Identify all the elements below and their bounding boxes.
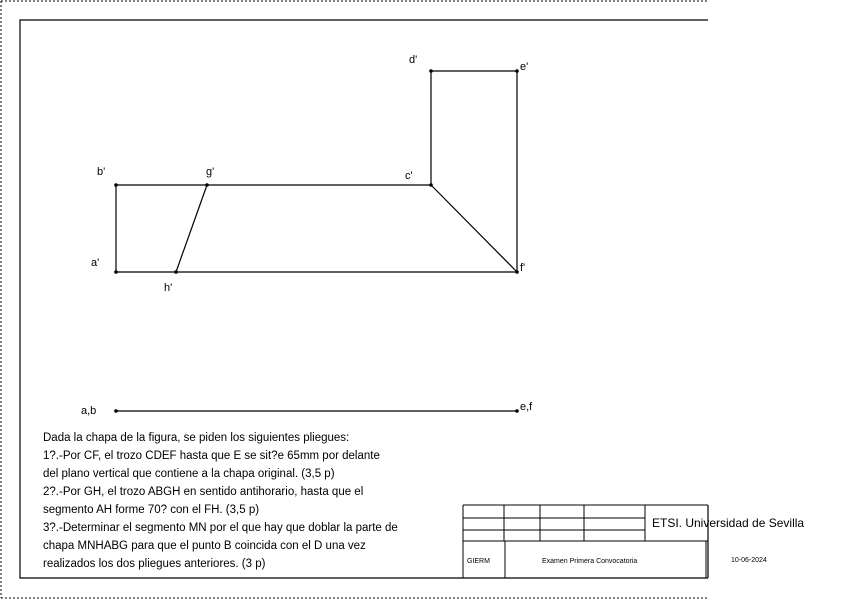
label-ab: a,b <box>81 405 97 417</box>
title-block-date: 10-06-2024 <box>731 557 767 564</box>
problem-line: del plano vertical que contiene a la chapa original. (3,5 p) <box>43 468 335 480</box>
problem-line: 2?.-Por GH, el trozo ABGH en sentido antihorario, hasta que el <box>43 486 364 498</box>
point-a <box>114 270 118 274</box>
label-g-prime: g' <box>206 166 215 178</box>
label-d-prime: d' <box>409 54 418 66</box>
point-d <box>429 69 433 73</box>
problem-line: realizados los dos pliegues anteriores. (3 p) <box>43 558 266 570</box>
front-view <box>116 71 517 272</box>
point-h <box>174 270 178 274</box>
problem-line: segmento AH forme 70? con el FH. (3,5 p) <box>43 504 260 516</box>
title-block-institution: ETSI. Universidad de Sevilla <box>652 516 805 530</box>
point-e <box>515 69 519 73</box>
plate-outline <box>116 71 517 272</box>
problem-line: chapa MNHABG para que el punto B coincida con el D una vez <box>43 540 366 552</box>
title-block-exam: Examen Primera Convocatoria <box>542 558 638 565</box>
title-block-degree: GIERM <box>467 558 490 565</box>
point-f <box>515 270 519 274</box>
label-e-prime: e' <box>520 61 529 73</box>
label-a-prime: a' <box>91 257 100 269</box>
problem-line: 1?.-Por CF, el trozo CDEF hasta que E se sit?e 65mm por delante <box>43 450 380 462</box>
problem-line: 3?.-Determinar el segmento MN por el que hay que doblar la parte de <box>43 522 398 534</box>
label-b-prime: b' <box>97 166 106 178</box>
fold-line-cf <box>431 185 517 272</box>
point-ab <box>114 409 118 413</box>
point-g <box>205 183 209 187</box>
front-view-points <box>114 69 519 274</box>
label-f-prime: f' <box>520 262 526 274</box>
problem-statement <box>43 429 443 573</box>
label-h-prime: h' <box>164 282 173 294</box>
fold-line-gh <box>176 185 207 272</box>
label-ef: e,f <box>520 401 533 413</box>
problem-line: Dada la chapa de la figura, se piden los siguientes pliegues: <box>43 432 350 444</box>
point-c <box>429 183 433 187</box>
point-ef <box>515 409 519 413</box>
point-b <box>114 183 118 187</box>
label-c-prime: c' <box>405 170 413 182</box>
